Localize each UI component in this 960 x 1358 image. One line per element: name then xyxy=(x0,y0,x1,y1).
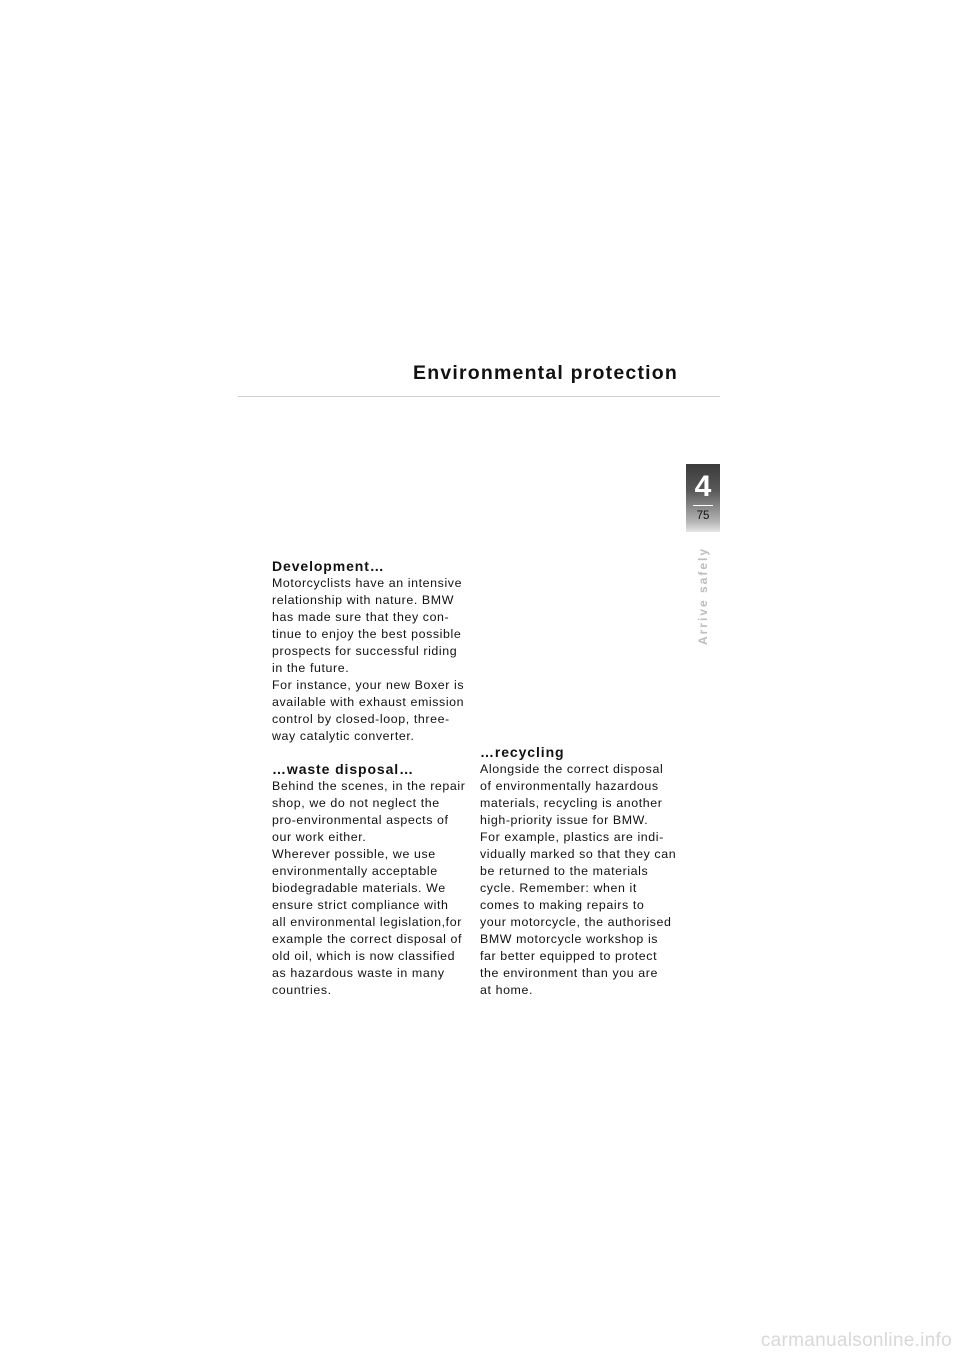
section-development xyxy=(272,557,472,745)
page-number: 75 xyxy=(696,510,710,522)
chapter-side-label: Arrive safely xyxy=(696,546,710,646)
chapter-divider xyxy=(693,505,713,506)
section-waste-disposal xyxy=(272,760,472,999)
section-body-recycling: Alongside the correct disposal of environmentally hazardous materials, recycling is another high-priority issue for BMW. For example, plastics are indi- vidually marked so that they can be returned to the materials cycle. Remember: when it comes to making repairs to your motorcycle, the authorised BMW motorcycle workshop is far better equipped to protect the environment than you are at home. xyxy=(480,762,677,997)
chapter-tab xyxy=(686,464,720,532)
chapter-number: 4 xyxy=(694,470,712,503)
watermark-text: carmanualsonline.info xyxy=(760,1330,952,1351)
title-divider xyxy=(238,396,720,397)
section-body-development: Motorcyclists have an intensive relationship with nature. BMW has made sure that they con- tinue to enjoy the best possible prospects for successful riding in the future. For instance, your new Boxer is available with exhaust emission control by closed-loop, three- way catalytic converter. xyxy=(272,576,465,743)
section-heading-development: Development… xyxy=(272,558,385,574)
section-heading-waste-disposal: …waste disposal… xyxy=(272,761,414,777)
section-recycling xyxy=(480,743,680,999)
page-title: Environmental protection xyxy=(413,362,678,384)
section-body-waste-disposal: Behind the scenes, in the repair shop, we do not neglect the pro-environmental aspects of our work either. Wherever possible, we use environmentally acceptable biodegradable materials. We ensure strict compliance with all environmental legislation,for example the correct disposal of old oil, which is now classified as hazardous waste in many countries. xyxy=(272,779,466,997)
section-heading-recycling: …recycling xyxy=(480,744,565,760)
